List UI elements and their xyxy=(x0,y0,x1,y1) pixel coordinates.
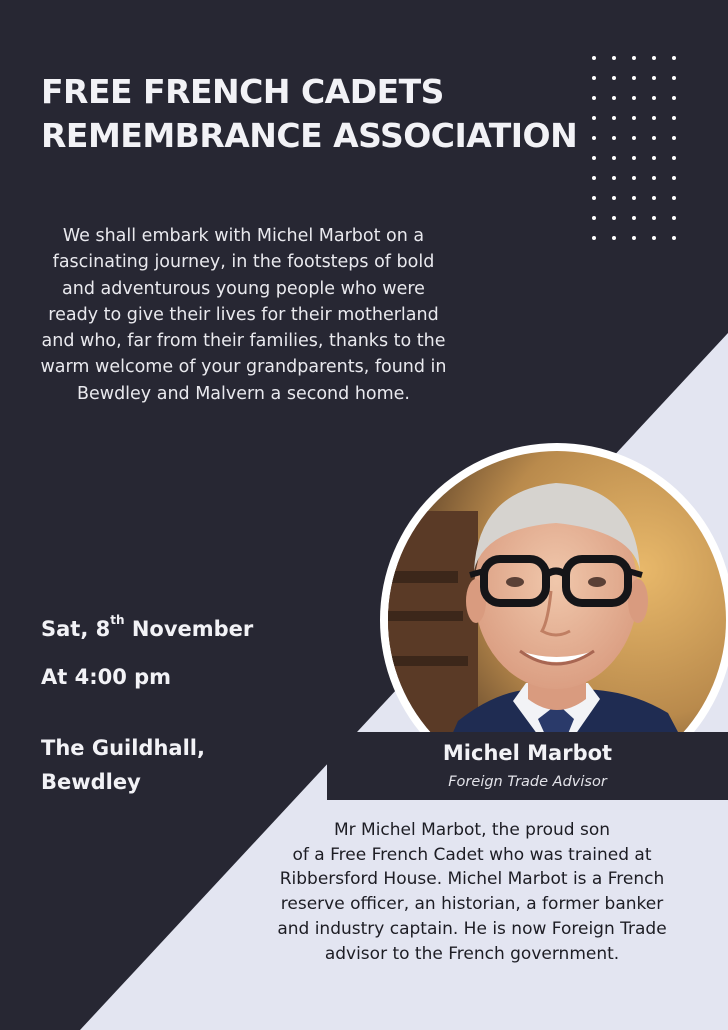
decorative-dot xyxy=(592,196,596,200)
title-line-1: FREE FRENCH CADETS xyxy=(41,72,444,111)
decorative-dot xyxy=(612,156,616,160)
bio-line-2: of a Free French Cadet who was trained at xyxy=(292,844,652,865)
decorative-dot xyxy=(592,136,596,140)
decorative-dot xyxy=(632,136,636,140)
decorative-dot xyxy=(592,76,596,80)
speaker-bio xyxy=(222,818,722,966)
speaker-name: Michel Marbot xyxy=(442,741,613,765)
decorative-dot xyxy=(612,136,616,140)
decorative-dot xyxy=(652,196,656,200)
decorative-dot xyxy=(652,216,656,220)
venue-line-2: Bewdley xyxy=(41,770,141,794)
decorative-dot xyxy=(652,76,656,80)
decorative-dot xyxy=(652,156,656,160)
decorative-dot xyxy=(632,56,636,60)
decorative-dot xyxy=(612,196,616,200)
decorative-dot xyxy=(672,76,676,80)
decorative-dot xyxy=(592,156,596,160)
decorative-dot xyxy=(592,236,596,240)
decorative-dot xyxy=(632,196,636,200)
event-date-month: November xyxy=(124,617,254,641)
decorative-dot xyxy=(612,56,616,60)
decorative-dot xyxy=(672,176,676,180)
decorative-dot xyxy=(612,236,616,240)
decorative-dot xyxy=(652,116,656,120)
decorative-dot xyxy=(632,176,636,180)
decorative-dot xyxy=(672,216,676,220)
decorative-dot xyxy=(592,116,596,120)
page-title xyxy=(41,70,577,158)
event-date-ordinal: th xyxy=(110,613,125,627)
speaker-role: Foreign Trade Advisor xyxy=(448,774,607,790)
decorative-dot xyxy=(612,76,616,80)
decorative-dot xyxy=(632,216,636,220)
decorative-dot xyxy=(592,96,596,100)
decorative-dot xyxy=(652,96,656,100)
decorative-dot xyxy=(592,176,596,180)
title-line-2: REMEMBRANCE ASSOCIATION xyxy=(41,116,578,155)
decorative-dot xyxy=(652,236,656,240)
speaker-name-bar xyxy=(327,732,728,800)
decorative-dot xyxy=(632,156,636,160)
dot-grid-decoration xyxy=(588,50,680,246)
decorative-dot xyxy=(632,116,636,120)
venue-line-1: The Guildhall, xyxy=(41,736,205,760)
decorative-dot xyxy=(632,96,636,100)
bio-line-3: Ribbersford House. Michel Marbot is a French xyxy=(279,869,665,890)
decorative-dot xyxy=(592,56,596,60)
decorative-dot xyxy=(672,196,676,200)
decorative-dot xyxy=(612,176,616,180)
bio-line-6: advisor to the French government. xyxy=(324,943,620,964)
bio-line-1: Mr Michel Marbot, the proud son xyxy=(333,820,610,840)
decorative-dot xyxy=(672,96,676,100)
decorative-dot xyxy=(612,96,616,100)
decorative-dot xyxy=(652,176,656,180)
event-venue xyxy=(41,731,205,799)
decorative-dot xyxy=(672,156,676,160)
event-date-day: Sat, 8 xyxy=(41,617,111,641)
decorative-dot xyxy=(672,116,676,120)
decorative-dot xyxy=(612,216,616,220)
decorative-dot xyxy=(632,236,636,240)
event-time: At 4:00 pm xyxy=(41,665,172,689)
decorative-dot xyxy=(592,216,596,220)
event-date xyxy=(41,613,254,641)
decorative-dot xyxy=(652,56,656,60)
decorative-dot xyxy=(672,136,676,140)
bio-line-5: and industry captain. He is now Foreign Trade xyxy=(277,918,667,939)
decorative-dot xyxy=(612,116,616,120)
decorative-dot xyxy=(652,136,656,140)
intro-paragraph: We shall embark with Michel Marbot on a fascinating journey, in the footsteps of bold and adventurous young people who were ready to give their lives for their motherland and who, far from their families, thanks to the warm welcome of your grandparents, found in Bewdley and Malvern a second home. xyxy=(40,226,447,404)
decorative-dot xyxy=(672,56,676,60)
bio-line-4: reserve officer, an historian, a former banker xyxy=(280,894,664,915)
decorative-dot xyxy=(632,76,636,80)
decorative-dot xyxy=(672,236,676,240)
